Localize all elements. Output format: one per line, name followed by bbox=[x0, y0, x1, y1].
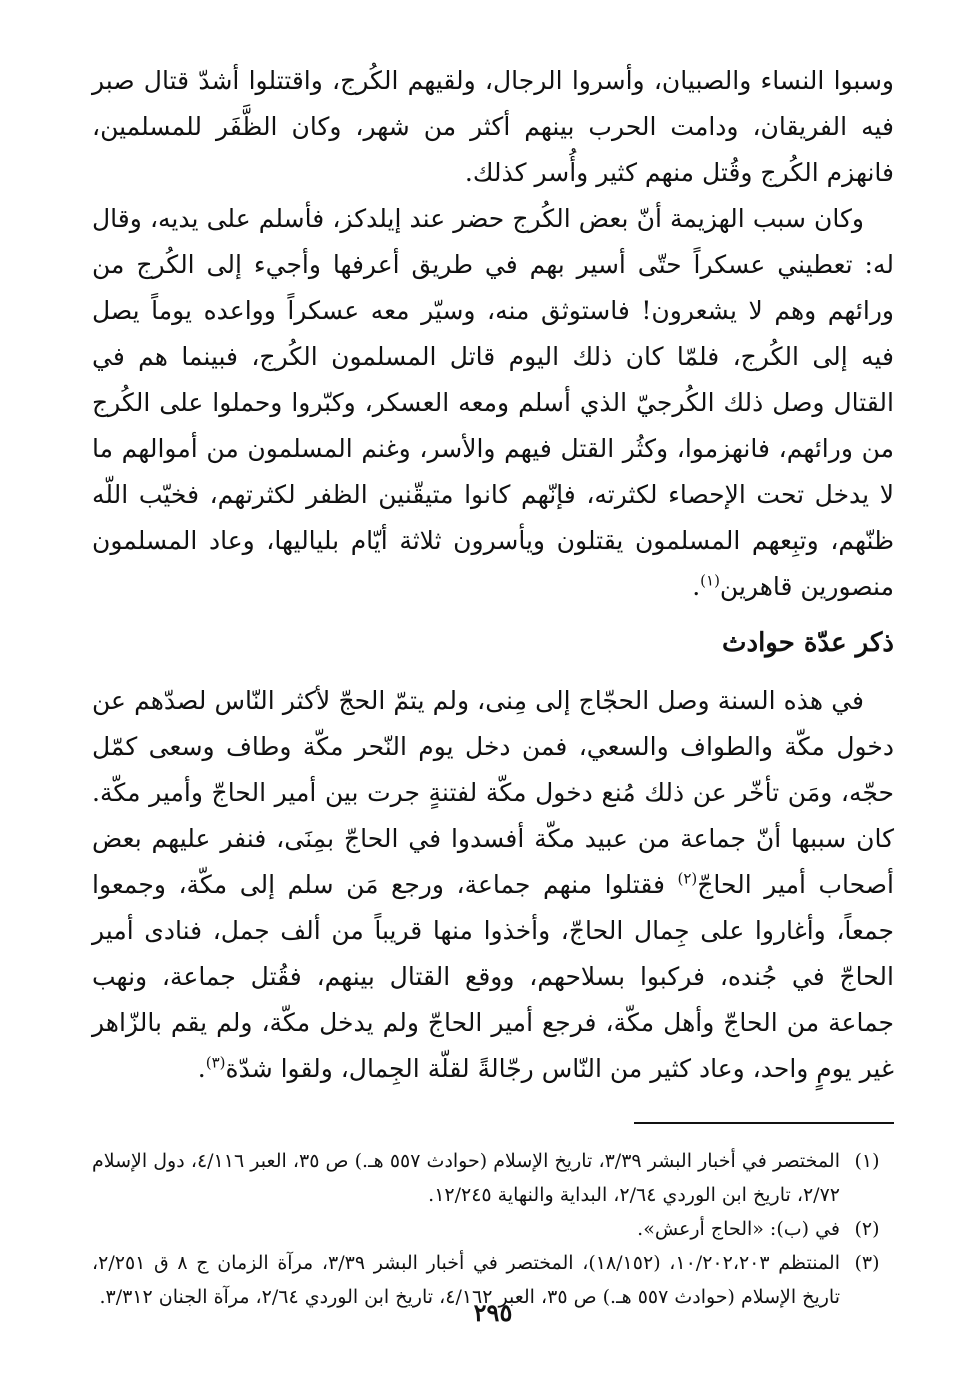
footnote-number: (٣) bbox=[854, 1252, 880, 1274]
paragraph-2-end: . bbox=[692, 572, 701, 601]
footnote-number: (١) bbox=[854, 1150, 880, 1172]
page-number: ٢٩٥ bbox=[473, 1298, 513, 1327]
footnote-text: في (ب): «الحاج أرعش». bbox=[637, 1218, 840, 1240]
paragraph-2-text: وكان سبب الهزيمة أنّ بعض الكُرج حضر عند إيلدكز، فأسلم على يديه، وقال له: تعطيني عسكراً حتّى أسير بهم في طريق أعرفها وأجيء إلى الكُرج من ورائهم وهم لا يشعرون! فاستوثق منه، وسيّر معه عسكراً وواعده يوماً يصل فيه إلى الكُرج، فلمّا كان ذلك اليوم قاتل المسلمون الكُرج، فبينما هم في القتال وصل ذلك الكُرجيّ الذي أسلم ومعه العسكر، وكبّروا وحملوا على الكُرج من ورائهم، فانهزموا، وكثُر القتل فيهم والأسر، وغنم المسلمون من أموالهم ما لا يدخل تحت الإحصاء لكثرته، فإنّهم كانوا متيقّنين الظفر لكثرتهم، فخيّب اللّه ظنّهم، وتبِعهم المسلمون يقتلون ويأسرون ثلاثة أيّام بلياليها، وعاد المسلمون منصورين قاهرين bbox=[92, 204, 894, 601]
section-heading: ذكر عدّة حوادث bbox=[722, 628, 894, 658]
book-page bbox=[92, 58, 894, 1336]
footnote-text: المنتظم ١٠/٢٠٢،٢٠٣، (١٨/١٥٢)، المختصر في أخبار البشر ٣/٣٩، مرآة الزمان ج ٨ ق ٢/٢٥١، تاريخ الإسلام (حوادث ٥٥٧ هـ.) ص ٣٥، العبر ٤/١٦٢، تاريخ ابن الوردي ٢/٦٤، مرآة الجنان ٣/٣١٢. bbox=[92, 1252, 840, 1308]
footnote-ref-2[interactable]: (٢) bbox=[677, 869, 698, 888]
footnote-ref-3[interactable]: (٣) bbox=[205, 1053, 226, 1072]
paragraph-3-part-2: فقتلوا منهم جماعة، ورجع مَن سلم إلى مكّة، وجمعوا جمعاً، وأغاروا على جِمال الحاجّ، وأخذوا منها قريباً من ألف جمل، فنادى أمير الحاجّ في جُنده، فركبوا بسلاحهم، ووقع القتال بينهم، فقُتل جماعة، ونهب جماعة من الحاجّ وأهل مكّة، فرجع أمير الحاجّ ولم يدخل مكّة، ولم يقم بالزّاهر غير يومٍ واحد، وعاد كثير من النّاس رجّالةً لقلّة الجِمال، ولقوا شدّة bbox=[92, 870, 894, 1083]
footnote-number: (٢) bbox=[854, 1218, 880, 1240]
main-text bbox=[92, 58, 894, 1092]
footnote-2 bbox=[92, 1212, 894, 1246]
paragraph-3-part-1: في هذه السنة وصل الحجّاج إلى مِنى، ولم يتمّ الحجّ لأكثر النّاس لصدّهم عن دخول مكّة والطواف والسعي، فمن دخل يوم النّحر مكّة وطاف وسعى كمّل حجّه، ومَن تأخّر عن ذلك مُنع دخول مكّة لفتنةٍ جرت بين أمير الحاجّ وأمير مكّة. كان سببها أنّ جماعة من عبيد مكّة أفسدوا في الحاجّ بمِنَى، فنفر عليهم بعض أصحاب أمير الحاجّ bbox=[92, 686, 894, 899]
footnote-separator bbox=[634, 1122, 894, 1124]
paragraph-3 bbox=[92, 678, 894, 1092]
footnote-1 bbox=[92, 1144, 894, 1212]
footnote-text: المختصر في أخبار البشر ٣/٣٩، تاريخ الإسلام (حوادث ٥٥٧ هـ.) ص ٣٥، العبر ٤/١١٦، دول الإسلام ٢/٧٢، تاريخ ابن الوردي ٢/٦٤، البداية والنهاية ١٢/٢٤٥. bbox=[92, 1150, 840, 1206]
footnotes bbox=[92, 1144, 894, 1314]
paragraph-1: وسبوا النساء والصبيان، وأسروا الرجال، ولقيهم الكُرج، واقتتلوا أشدّ قتال صبر فيه الفريقان، ودامت الحرب بينهم أكثر من شهر، وكان الظَّفَر للمسلمين، فانهزم الكُرج وقُتل منهم كثير وأُسر كذلك. bbox=[92, 66, 894, 187]
footnote-ref-1[interactable]: (١) bbox=[700, 571, 720, 590]
paragraph-2 bbox=[92, 196, 894, 610]
paragraph-3-end: . bbox=[197, 1054, 206, 1083]
